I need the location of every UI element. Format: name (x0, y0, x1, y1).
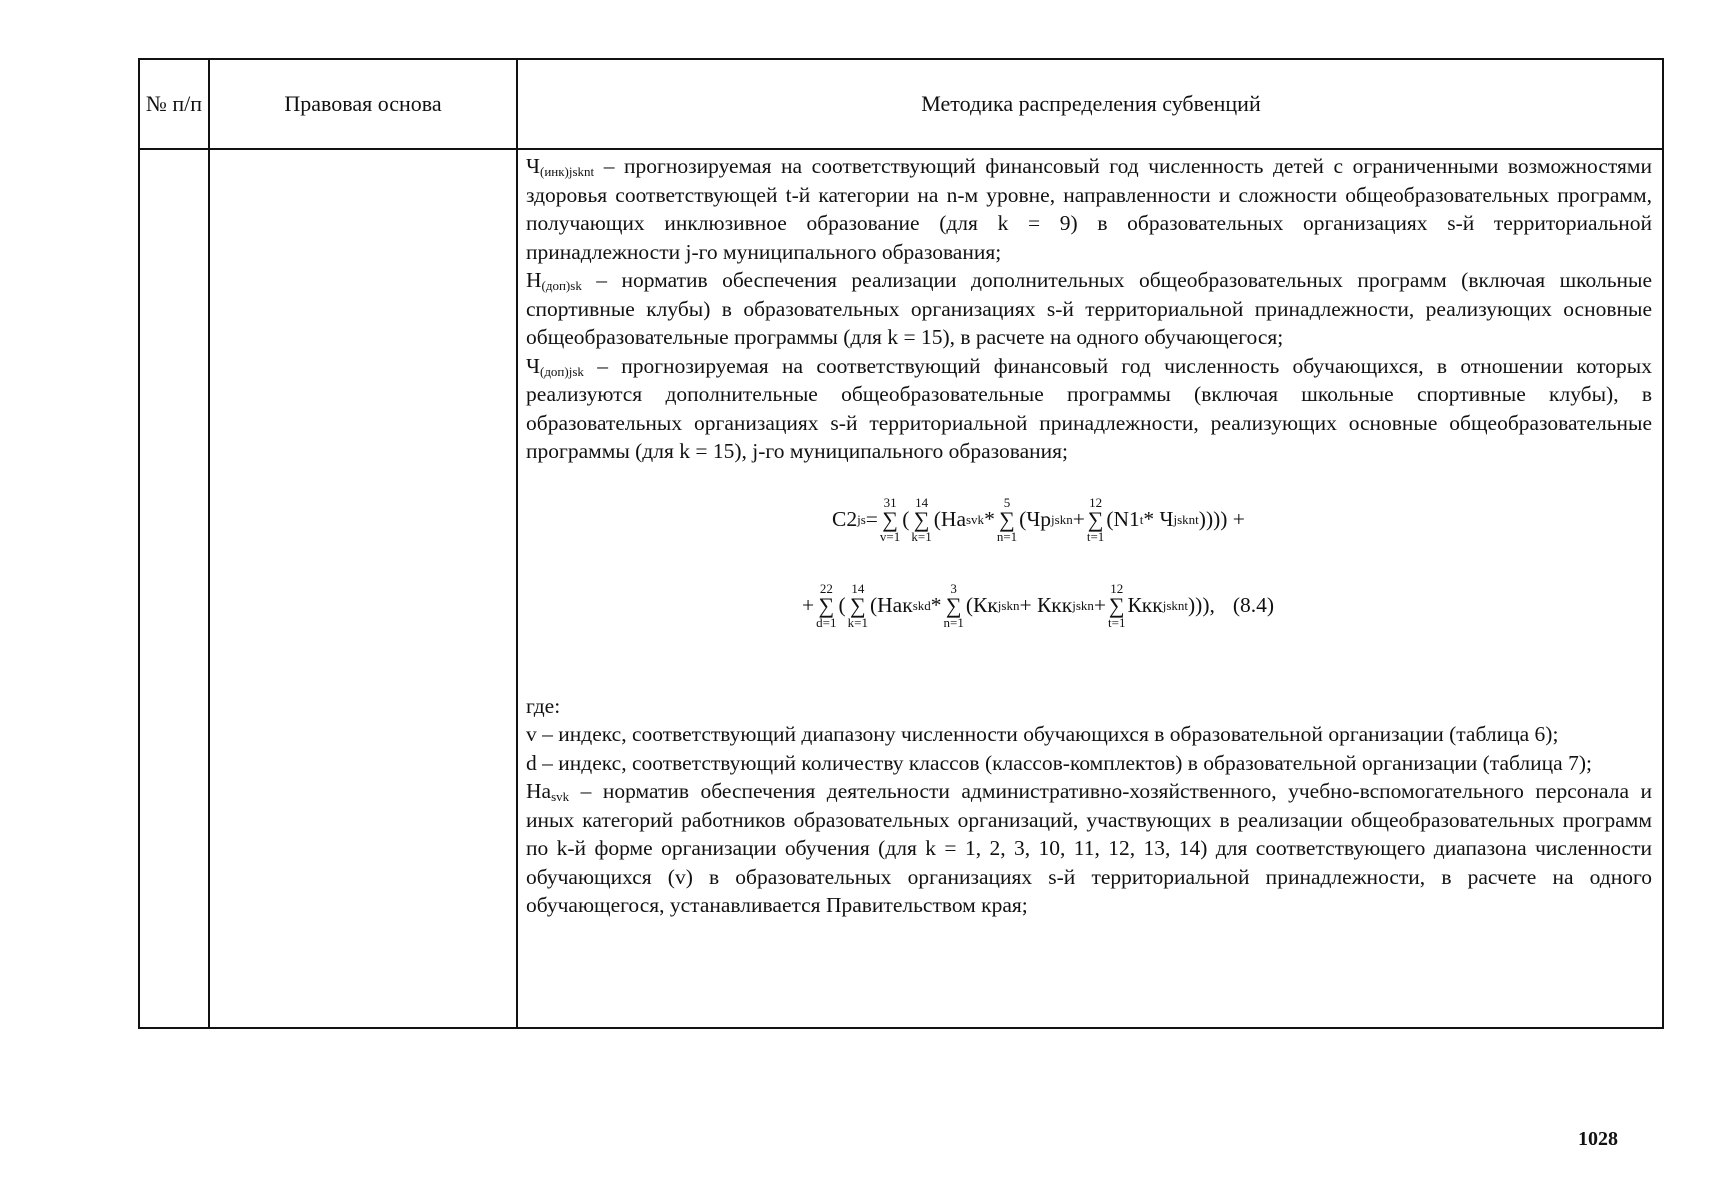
formula-line-1: С2 js = 31 ∑ v=1 ( 14 ∑ k=1 (На svk * 5 ∑ n=1 (Чр jskn + 12 ∑ t=1 (N1 t * Ч jsknt )))) + (832, 494, 1245, 544)
column-divider-1 (208, 60, 210, 1027)
sum-k-2: 14 ∑ k=1 (847, 580, 868, 630)
paragraph-index-v: v – индекс, соответствующий диапазону численности обучающихся в образовательной организации (таблица 6); (526, 722, 1559, 746)
sum-k: 14 ∑ k=1 (911, 494, 932, 544)
paragraph-index-d: d – индекс, соответствующий количеству классов (классов-комплектов) в образовательной организации (таблица 7); (526, 750, 1592, 775)
sum-t-2: 12 ∑ t=1 (1108, 580, 1126, 630)
sum-d: 22 ∑ d=1 (816, 580, 837, 630)
paragraph-additional-count: $Ч_{(доп)jsk}$ – прогнозируемая на соответствующий финансовый год численность обучающихся, в отношении которых реализуются дополнительные общеобразовательные программы (включая школьные спортивные клубы), в образовательных организациях s-й территориальной принадлежности, реализующих основные общеобразовательные программы (для k = 15), j-го муниципального образования; (526, 353, 1652, 463)
formula-number: (8.4) (1232, 593, 1275, 618)
where-label: где: (526, 693, 561, 718)
header-legal-basis: Правовая основа (284, 91, 442, 116)
sum-n: 5 ∑ n=1 (996, 494, 1018, 544)
page-number: 1028 (1578, 1128, 1618, 1150)
header-divider (140, 148, 1662, 150)
sum-t: 12 ∑ t=1 (1086, 494, 1105, 544)
sum-n-2: 3 ∑ n=1 (943, 580, 964, 630)
main-table (138, 58, 1664, 1029)
formula-line-2: + 22 ∑ d=1 ( 14 ∑ k=1 (Нак skd * 3 ∑ n=1 (Кк jskn + Ккк jskn + 12 ∑ t=1 Ккк jsknt ))), (8.4) (802, 580, 1275, 630)
header-number: № п/п (145, 91, 203, 116)
sum-v: 31 ∑ v=1 (879, 494, 901, 544)
column-divider-2 (516, 60, 518, 1027)
paragraph-ha-norm: $На_{svk}$ – норматив обеспечения деятельности административно-хозяйственного, учебно-вспомогательного персонала и иных категорий работников образовательных организаций, участвующих в реализации общеобразовательных программ по k-й форме организации обучения (для k = 1, 2, 3, 10, 11, 12, 13, 14) для соответствующего диапазона численности обучающихся (v) в образовательных организациях s-й территориальной принадлежности, в расчете на одного обучающегося, устанавливается Правительством края; (526, 779, 1652, 917)
methodology-text (526, 152, 1652, 920)
header-methodology: Методика распределения субвенций (921, 91, 1261, 116)
paragraph-inclusive-count: $Ч_{(инк)jsknt}$ – прогнозируемая на соответствующий финансовый год численность детей с ограниченными возможностями здоровья соответствующей t-й категории на n-м уровне, направленности и сложности общеобразовательных программ, получающих инклюзивное образование (для k = 9) в образовательных организациях s-й территориальной принадлежности j-го муниципального образования; (526, 154, 1652, 264)
paragraph-additional-norm: $Н_{(доп)sk}$ – норматив обеспечения реализации дополнительных общеобразовательных программ (включая школьные спортивные клубы) в образовательных организациях s-й территориальной принадлежности, реализующих основные общеобразовательные программы (для k = 15), в расчете на одного обучающегося; (526, 268, 1652, 349)
formula-8-4 (526, 496, 1652, 692)
